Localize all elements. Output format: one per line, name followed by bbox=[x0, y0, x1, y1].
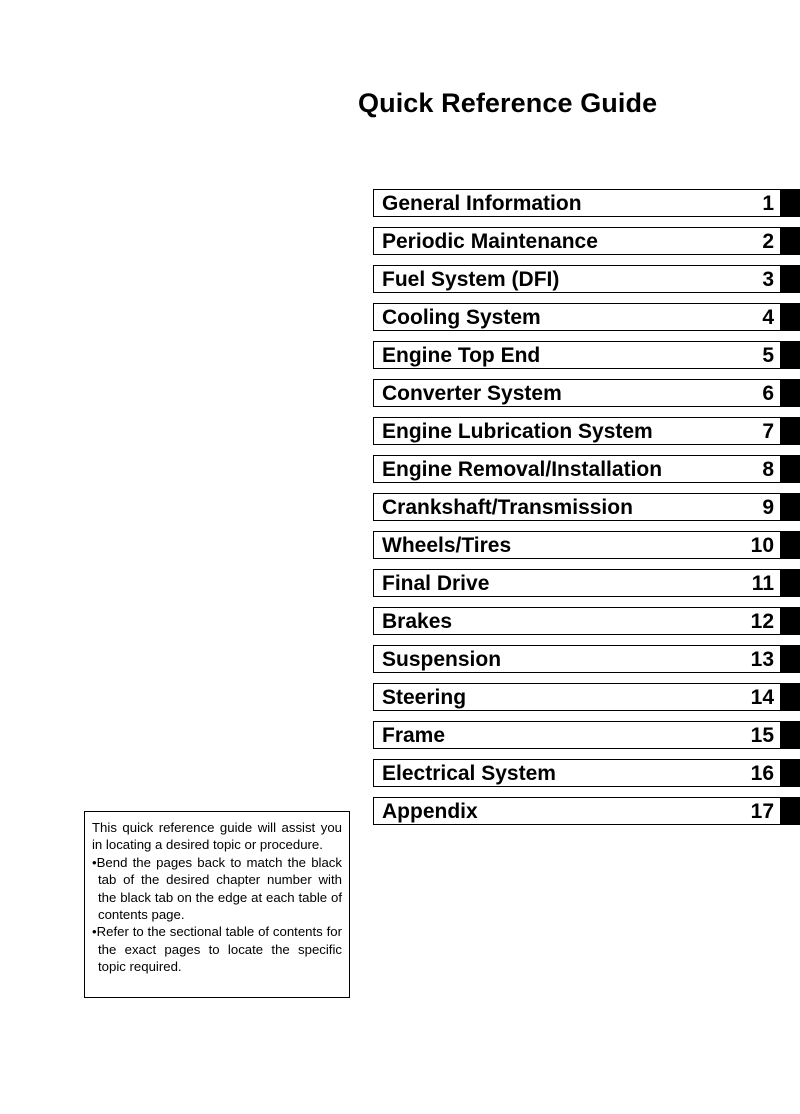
chapter-tab[interactable] bbox=[781, 683, 800, 711]
chapter-link-4[interactable] bbox=[373, 303, 781, 331]
chapter-row bbox=[373, 683, 800, 711]
chapter-tab[interactable] bbox=[781, 265, 800, 293]
chapter-number: 12 bbox=[750, 610, 774, 633]
chapter-label: Wheels/Tires bbox=[382, 534, 512, 557]
chapter-number: 11 bbox=[751, 572, 774, 595]
chapter-tab[interactable] bbox=[781, 227, 800, 255]
note-bullet: •Bend the pages back to match the black tab of the desired chapter number with the black tab on the edge at each table of contents page. bbox=[92, 854, 342, 923]
chapter-row bbox=[373, 607, 800, 635]
chapter-number: 17 bbox=[750, 800, 774, 823]
chapter-row bbox=[373, 493, 800, 521]
chapter-number: 14 bbox=[750, 686, 774, 709]
note-intro: This quick reference guide will assist you in locating a desired topic or procedure. bbox=[92, 820, 342, 853]
chapter-row bbox=[373, 569, 800, 597]
chapter-number: 1 bbox=[762, 192, 774, 215]
chapter-link-13[interactable] bbox=[373, 645, 781, 673]
chapter-label: Engine Lubrication System bbox=[382, 420, 653, 443]
chapter-row bbox=[373, 379, 800, 407]
chapter-link-3[interactable] bbox=[373, 265, 781, 293]
chapter-number: 16 bbox=[750, 762, 774, 785]
chapter-tab[interactable] bbox=[781, 417, 800, 445]
chapter-number: 2 bbox=[762, 230, 774, 253]
chapter-tab[interactable] bbox=[781, 721, 800, 749]
chapter-number: 5 bbox=[762, 344, 774, 367]
chapter-row bbox=[373, 341, 800, 369]
chapter-label: Frame bbox=[382, 724, 446, 747]
chapter-tab[interactable] bbox=[781, 759, 800, 787]
chapter-link-15[interactable] bbox=[373, 721, 781, 749]
chapter-row bbox=[373, 303, 800, 331]
chapter-tab[interactable] bbox=[781, 531, 800, 559]
chapter-tab[interactable] bbox=[781, 303, 800, 331]
chapter-link-9[interactable] bbox=[373, 493, 781, 521]
chapter-row bbox=[373, 759, 800, 787]
chapter-number: 6 bbox=[762, 382, 774, 405]
chapter-link-8[interactable] bbox=[373, 455, 781, 483]
chapter-row bbox=[373, 645, 800, 673]
chapter-link-1[interactable] bbox=[373, 189, 781, 217]
chapter-link-16[interactable] bbox=[373, 759, 781, 787]
chapter-tab[interactable] bbox=[781, 493, 800, 521]
chapter-label: Engine Removal/Installation bbox=[382, 458, 663, 481]
chapter-link-17[interactable] bbox=[373, 797, 781, 825]
chapter-link-6[interactable] bbox=[373, 379, 781, 407]
chapter-tab[interactable] bbox=[781, 607, 800, 635]
chapter-tab[interactable] bbox=[781, 645, 800, 673]
chapter-link-14[interactable] bbox=[373, 683, 781, 711]
chapter-link-12[interactable] bbox=[373, 607, 781, 635]
chapter-link-5[interactable] bbox=[373, 341, 781, 369]
chapter-label: Electrical System bbox=[382, 762, 556, 785]
chapter-label: Brakes bbox=[382, 610, 453, 633]
chapter-label: Engine Top End bbox=[382, 344, 541, 367]
chapter-number: 3 bbox=[762, 268, 774, 291]
chapter-number: 10 bbox=[750, 534, 774, 557]
chapter-label: General Information bbox=[382, 192, 582, 215]
chapter-row bbox=[373, 189, 800, 217]
chapter-list bbox=[373, 189, 800, 835]
chapter-label: Final Drive bbox=[382, 572, 490, 595]
chapter-label: Converter System bbox=[382, 382, 562, 405]
chapter-link-11[interactable] bbox=[373, 569, 781, 597]
chapter-label: Fuel System (DFI) bbox=[382, 268, 560, 291]
chapter-row bbox=[373, 265, 800, 293]
chapter-label: Suspension bbox=[382, 648, 502, 671]
chapter-row bbox=[373, 227, 800, 255]
note-bullet: •Refer to the sectional table of contents for the exact pages to locate the specific topic required. bbox=[92, 924, 342, 975]
chapter-label: Periodic Maintenance bbox=[382, 230, 598, 253]
chapter-tab[interactable] bbox=[781, 569, 800, 597]
chapter-row bbox=[373, 797, 800, 825]
chapter-row bbox=[373, 531, 800, 559]
chapter-tab[interactable] bbox=[781, 379, 800, 407]
chapter-tab[interactable] bbox=[781, 455, 800, 483]
chapter-number: 7 bbox=[762, 420, 774, 443]
chapter-link-10[interactable] bbox=[373, 531, 781, 559]
chapter-tab[interactable] bbox=[781, 797, 800, 825]
chapter-row bbox=[373, 417, 800, 445]
chapter-label: Cooling System bbox=[382, 306, 541, 329]
chapter-number: 15 bbox=[750, 724, 774, 747]
chapter-label: Appendix bbox=[382, 800, 478, 823]
chapter-number: 9 bbox=[762, 496, 774, 519]
chapter-row bbox=[373, 721, 800, 749]
chapter-tab[interactable] bbox=[781, 341, 800, 369]
chapter-label: Steering bbox=[382, 686, 467, 709]
chapter-number: 4 bbox=[762, 306, 774, 329]
instructions-note-box bbox=[84, 811, 350, 998]
chapter-number: 8 bbox=[762, 458, 774, 481]
chapter-row bbox=[373, 455, 800, 483]
chapter-label: Crankshaft/Transmission bbox=[382, 496, 633, 519]
chapter-number: 13 bbox=[750, 648, 774, 671]
chapter-link-7[interactable] bbox=[373, 417, 781, 445]
page-title: Quick Reference Guide bbox=[358, 88, 658, 118]
chapter-link-2[interactable] bbox=[373, 227, 781, 255]
chapter-tab[interactable] bbox=[781, 189, 800, 217]
